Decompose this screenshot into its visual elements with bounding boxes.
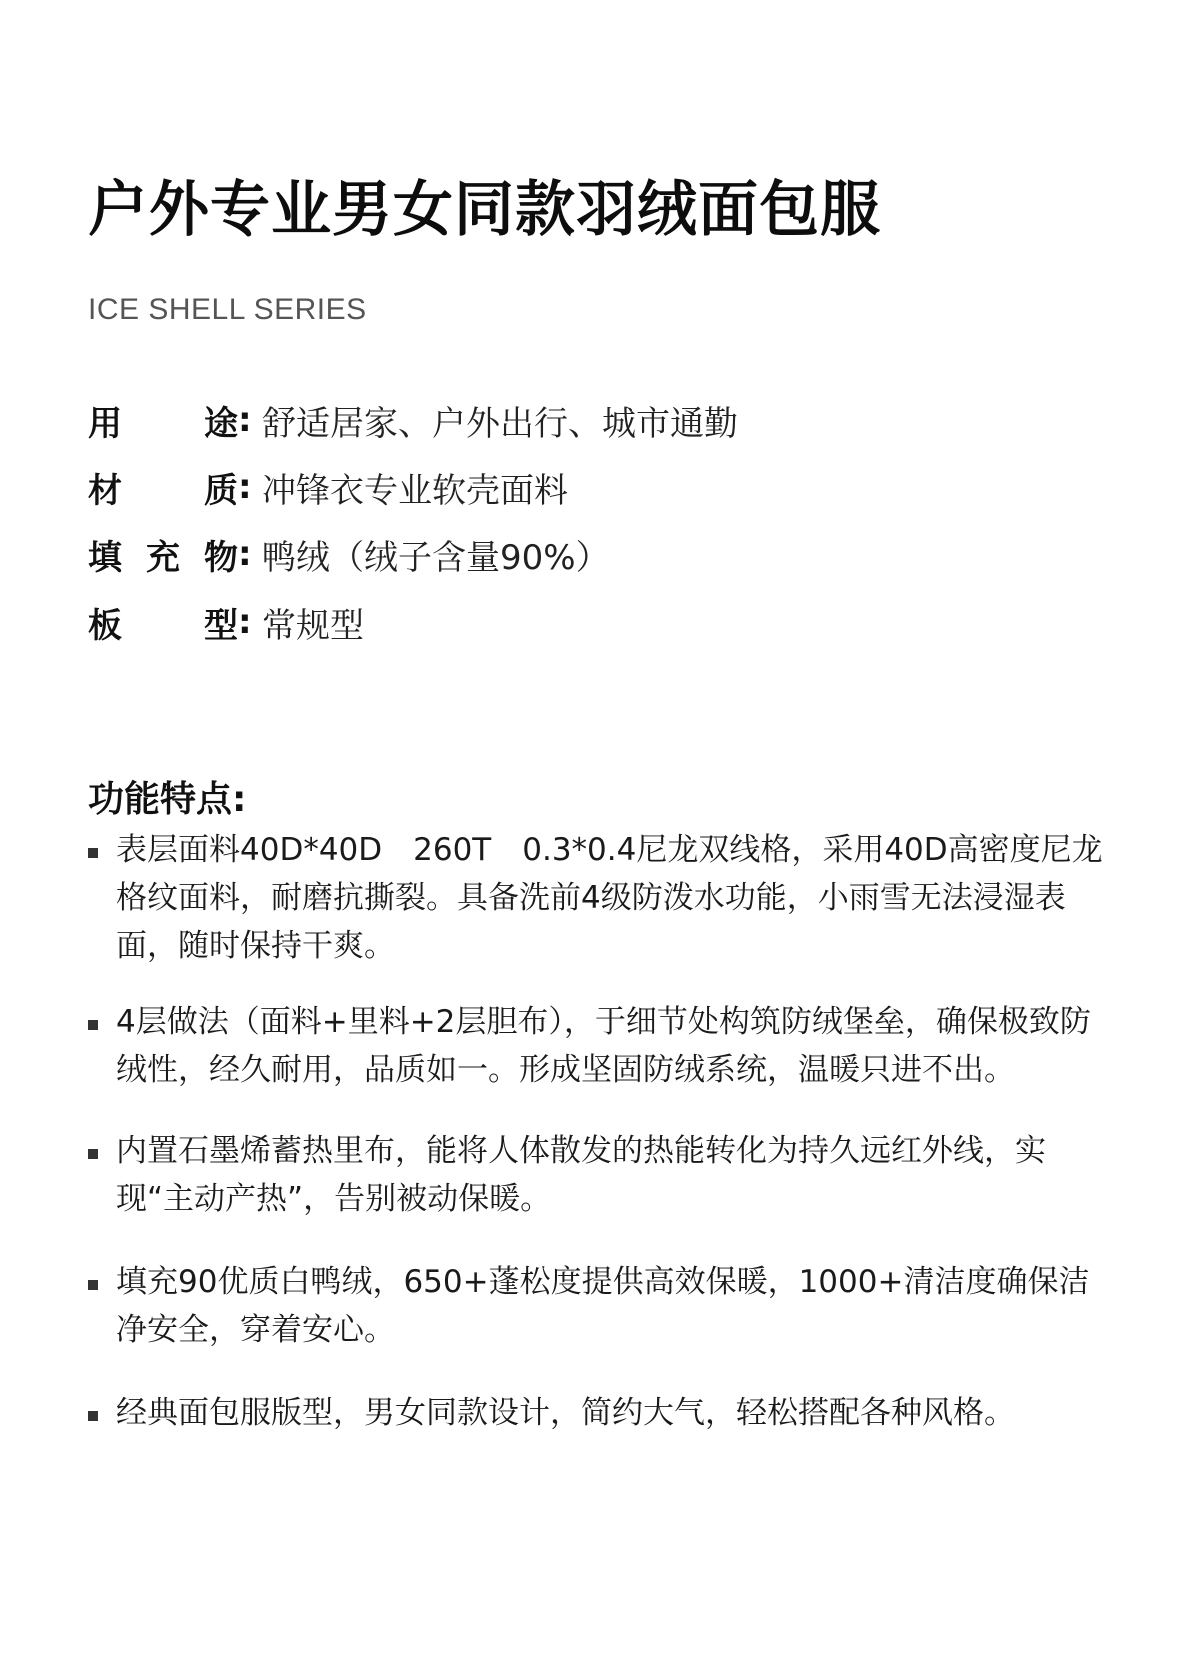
feature-item: [88, 1127, 1128, 1223]
series-subtitle: ICE SHELL SERIES: [88, 293, 367, 326]
spec-value: 冲锋衣专业软壳面料: [262, 470, 568, 511]
spec-row-material: [88, 463, 568, 511]
feature-item: [88, 1389, 1128, 1437]
feature-text: 经典面包服版型，男女同款设计，简约大气，轻松搭配各种风格。: [116, 1395, 1015, 1431]
square-bullet-icon: [88, 1280, 98, 1290]
spec-colon: :: [238, 467, 252, 507]
spec-label: 板 型: [88, 605, 238, 646]
feature-text: 4层做法（面料+里料+2层胆布），于细节处构筑防绒堡垒，确保极致防绒性，经久耐用，品质如一。形成坚固防绒系统，温暖只进不出。: [116, 1004, 1091, 1088]
spec-label: 材 质: [88, 470, 238, 511]
spec-label: 用 途: [88, 403, 238, 444]
square-bullet-icon: [88, 1411, 98, 1421]
square-bullet-icon: [88, 1020, 98, 1030]
spec-label: 填 充 物: [88, 537, 238, 578]
spec-value: 舒适居家、户外出行、城市通勤: [262, 403, 738, 444]
spec-value: 鸭绒（绒子含量90%）: [262, 537, 610, 578]
feature-text: 内置石墨烯蓄热里布，能将人体散发的热能转化为持久远红外线，实现“主动产热”，告别被动保暖。: [116, 1133, 1046, 1217]
square-bullet-icon: [88, 1149, 98, 1159]
spec-colon: :: [238, 400, 252, 440]
spec-colon: :: [238, 602, 252, 642]
feature-text: 填充90优质白鸭绒，650+蓬松度提供高效保暖，1000+清洁度确保洁净安全，穿着安心。: [116, 1264, 1090, 1348]
feature-item: [88, 998, 1128, 1094]
spec-row-fit: [88, 598, 364, 646]
feature-item: [88, 1258, 1128, 1354]
product-title: 户外专业男女同款羽绒面包服: [88, 175, 881, 245]
spec-colon: :: [238, 534, 252, 574]
feature-text: 表层面料40D*40D 260T 0.3*0.4尼龙双线格，采用40D高密度尼龙格纹面料，耐磨抗撕裂。具备洗前4级防泼水功能，小雨雪无法浸湿表面，随时保持干爽。: [116, 832, 1103, 964]
spec-row-filling: [88, 530, 610, 578]
square-bullet-icon: [88, 848, 98, 858]
spec-value: 常规型: [262, 605, 364, 646]
features-heading: 功能特点:: [88, 779, 247, 820]
feature-item: [88, 826, 1128, 970]
spec-row-usage: [88, 396, 738, 444]
